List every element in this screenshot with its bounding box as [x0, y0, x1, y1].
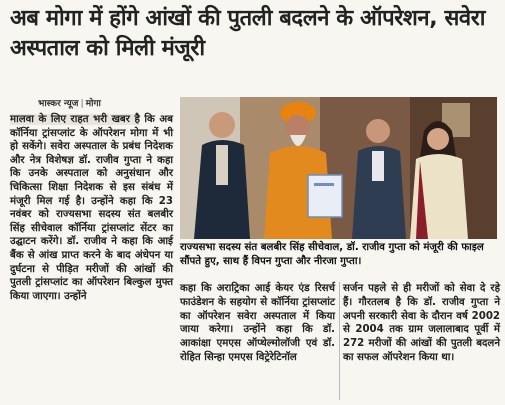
byline: [38, 96, 101, 109]
approval-file: [308, 175, 342, 217]
byline-separator: |: [80, 99, 84, 109]
body-column-2: कहा कि अराट्रिका आई केयर एंड रिसर्च फाउंडेशन के सहयोग से कॉर्निया ट्रांसप्लांट का ऑपरेशन सवेरा अस्पताल में किया जाया करेगा। उन्होंने कहा कि डॉ. आकांक्षा एमएस ऑप्थेल्मोलॉजी एवं डॉ. रोहित सिन्हा एमएस विट्रेरेटिनॉल: [180, 283, 335, 363]
body-column-3: सर्जन पहले से ही मरीजों को सेवा दे रहे हैं। गौरतलब है कि डॉ. राजीव गुप्ता ने अपनी सरकारी सेवा के दौरान वर्ष 2002 से 2004 तक ग्राम जलालाबाद पूर्वी में 272 मरीजों की आंखों की पुतली बदलने का सफल ऑपरेशन किया था।: [343, 283, 500, 363]
byline-source: भास्कर न्यूज: [38, 99, 79, 109]
lead-paragraph: [10, 113, 173, 303]
news-photo-illustration: [180, 97, 497, 239]
column-divider: [339, 282, 340, 400]
lead-text: कि अब कॉर्निया ट्रांसप्लांट के ऑपरेशन मोगा में भी हो सकेंगे। सवेरा अस्पताल के प्रबंध निदेशक और नेत्र विशेषज्ञ डॉ. राजीव गुप्ता ने कहा कि उनके अस्पताल को अनुसंधान और चिकित्सा शिक्षा निदेशक से इस संबंध में मंजूरी मिल गई है। उन्होंने कहा कि 23 नवंबर को राज्यसभा सदस्य संत बलबीर सिंह सीचेवाल कॉर्निया ट्रांसप्लांट सेंटर का उद्घाटन करेंगे। डॉ. राजीव ने कहा कि आई बैंक से आंख प्राप्त करने के बाद अंधेपन या दुर्घटना से पीड़ित मरीजों की आंखों की पुतली ट्रांसप्लांट का ऑपरेशन बिल्कुल मुफ्त किया जाएगा। उन्होंने: [10, 114, 173, 302]
file-detail: [314, 183, 334, 186]
photo-caption: राज्यसभा सदस्य संत बलबीर सिंह सीचेवाल, डॉ. राजीव गुप्ता को मंजूरी की फाइल सौंपते हुए, साथ हैं विपन गुप्ता और नीरजा गुप्ता।: [180, 242, 484, 267]
news-photo: [180, 97, 497, 239]
headline: अब मोगा में होंगे आंखों की पुतली बदलने के ऑपरेशन, सवेरा अस्पताल को मिली मंजूरी: [10, 6, 486, 61]
byline-place: मोगा: [85, 99, 101, 109]
lead-highlight: मालवा के लिए राहत भरी खबर है: [10, 114, 140, 125]
